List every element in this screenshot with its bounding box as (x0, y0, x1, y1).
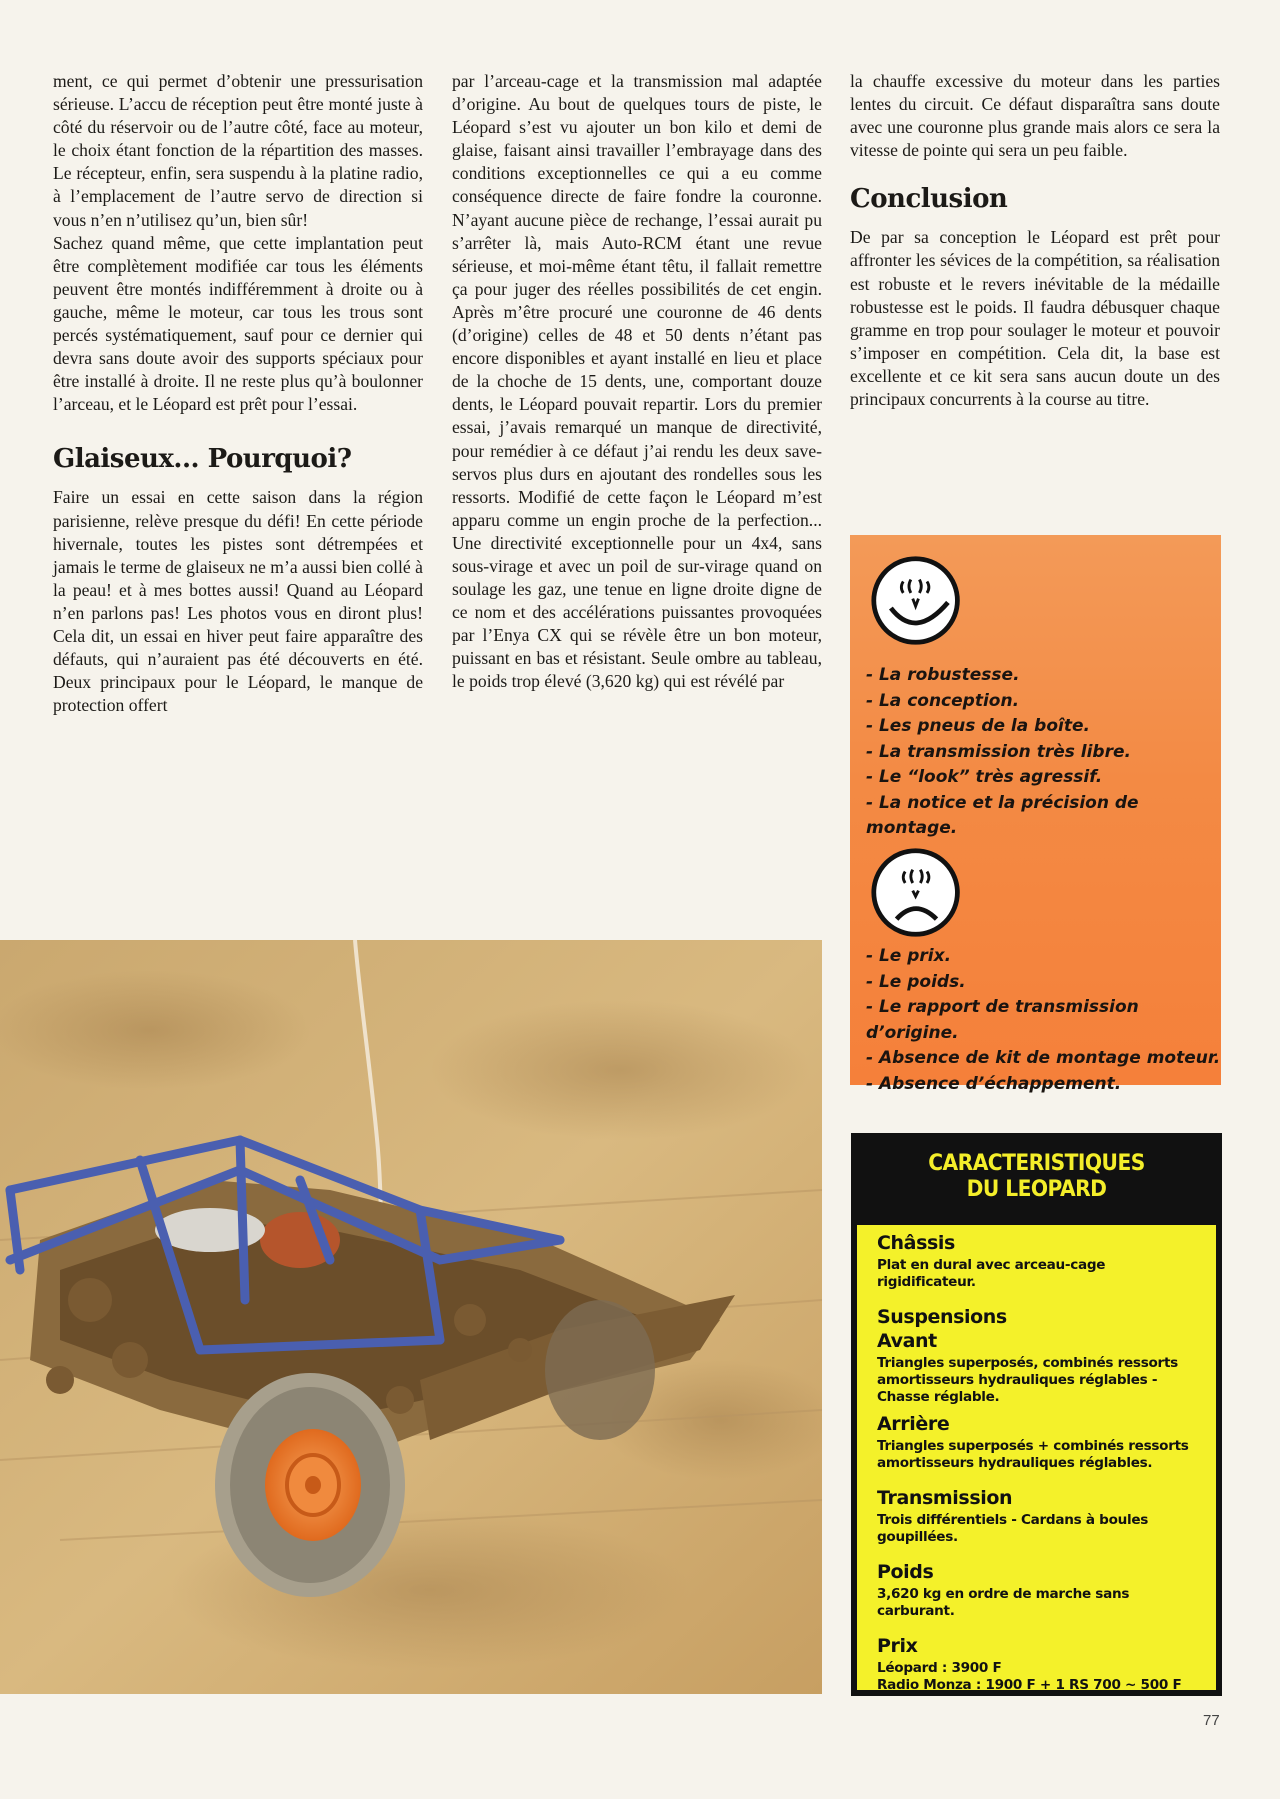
pro-item: - Le “look” très agressif. (866, 767, 1103, 787)
section-heading: Glaiseux... Pourquoi? (53, 444, 352, 475)
pro-item: - La conception. (866, 690, 1020, 711)
paragraph: par l’arceau-cage et la transmission mal adaptée d’origine. Au bout de quelques tours de piste, le Léopard s’est vu ajouter un bon kilo et demi de glaise, faisant ainsi travailler l’embrayage dans des conditions exceptionnelles ce qui a eu comme conséquence directe de faire fondre la couronne. N’ayant aucune pièce de rechange, l’essai aurait pu s’arrêter là, mais Auto-RCM étant une revue sérieuse, et moi-même étant têtu, il fallait remettre ça pour juger des réelles possibilités de cet engin. Après m’être procuré une couronne de 46 dents (d’origine) celles de 48 et 50 dents n’étant pas encore disponibles et ayant installé en lieu et place de la choche de 15 dents, une, comportant douze dents, le Léopard pouvait repartir. Lors du premier essai, j’avais remarqué un manque de directivité, pour remédier à ce défaut j’ai rendu les deux save-servos plus durs en ajoutant des rondelles sous les ressorts. Modifié de cette façon le Léopard m’est apparu comme un engin proche de la perfection... Une directivité exceptionnelle pour un 4x4, sans sous-virage et avec un poil de sur-virage quand on soulage les gaz, une tenue en ligne droite digne de ce nom et des accélérations puissantes provoquées par l’Enya CX qui se révèle être un bon moteur, puissant en bas et résistant. Seule ombre au tableau, le poids trop élevé (3,620 kg) qui est révélé par (452, 71, 822, 692)
spec-heading: Suspensions (877, 1306, 1007, 1328)
spec-heading: Poids (877, 1561, 934, 1583)
paragraph: De par sa conception le Léopard est prêt pour affronter les sévices de la compétition, sa réalisation est robuste et le revers inévitable de la médaille robustesse est le poids. Il faudra débusquer chaque gramme en trop pour soulager le moteur et pouvoir s’imposer en compétition. Cela dit, la base est excellente et ce kit sera sans aucun doute un des principaux concurrents à la course au titre. (850, 227, 1220, 410)
con-item: - Le prix. (866, 946, 952, 966)
spec-text: Trois différentiels - Cardans à boules goupillées. (877, 1512, 1149, 1545)
spec-text: Léopard : 3900 F Radio Monza : 1900 F + 1 RS 700 ~ 500 F (877, 1660, 1182, 1693)
sad-smiley-icon (870, 845, 965, 940)
specs-title (866, 1151, 1207, 1203)
buggy-photo (0, 940, 822, 1694)
con-item: - Le poids. (866, 971, 966, 992)
specs-title-line: CARACTERISTIQUES (928, 1151, 1145, 1176)
cons-list (866, 944, 1221, 1097)
specs-title-line: DU LEOPARD (966, 1177, 1107, 1202)
con-item: - Le rapport de transmission d’origine. (866, 997, 1139, 1043)
spec-heading: Châssis (877, 1232, 955, 1254)
pros-list (866, 663, 1221, 842)
con-item: - Absence de kit de montage moteur. (866, 1048, 1221, 1068)
spec-heading: Prix (877, 1635, 918, 1657)
paragraph: Sachez quand même, que cette implantation peut être complètement modifiée car tous les éléments peuvent être montés indifféremment à droite ou à gauche, même le moteur, car tous les trous sont percés systématiquement, sauf pour ce dernier qui devra sans doute avoir des supports spéciaux pour être installé à droite. Il ne reste plus qu’à boulonner l’arceau, et le Léopard est prêt pour l’essai. (53, 232, 423, 415)
spec-subheading: Avant (877, 1330, 937, 1352)
happy-smiley-icon (870, 553, 965, 648)
pro-item: - La robustesse. (866, 665, 1020, 685)
pro-item: - Les pneus de la boîte. (866, 716, 1090, 736)
spec-text: Plat en dural avec arceau-cage rigidificateur. (877, 1257, 1106, 1290)
column-3 (850, 70, 1220, 411)
spec-text: Triangles superposés + combinés ressorts amortisseurs hydrauliques réglables. (877, 1438, 1189, 1471)
specs-body (857, 1225, 1216, 1693)
section-heading: Conclusion (850, 184, 1008, 215)
spec-subheading: Arrière (877, 1413, 950, 1435)
spec-text: 3,620 kg en ordre de marche sans carburant. (877, 1586, 1130, 1619)
paragraph: la chauffe excessive du moteur dans les parties lentes du circuit. Ce défaut disparaîtra sans doute avec une couronne plus grande mais alors ce sera la vitesse de pointe qui sera un peu faible. (850, 71, 1220, 161)
column-2 (452, 70, 822, 694)
spec-heading: Transmission (877, 1487, 1013, 1509)
spec-text: Triangles superposés, combinés ressorts amortisseurs hydrauliques réglables - Chasse réglable. (877, 1355, 1178, 1405)
column-1 (53, 70, 423, 717)
pro-item: - La notice et la précision de montage. (866, 792, 1139, 838)
paragraph: Faire un essai en cette saison dans la région parisienne, relève presque du défi! En cette période hivernale, toutes les pistes sont détrempées et jamais le terme de glaiseux ne m’a aussi bien collé à la peau! et à mes bottes aussi! Quand au Léopard n’en parlons pas! Les photos vous en diront plus! Cela dit, un essai en hiver peut faire apparaître des défauts, qui n’auraient pas été découverts en été. Deux principaux pour le Léopard, le manque de protection offert (53, 487, 423, 716)
specs-box (851, 1133, 1222, 1696)
pro-item: - La transmission très libre. (866, 741, 1131, 762)
verdict-box (850, 535, 1221, 1094)
con-item: - Absence d’échappement. (866, 1073, 1122, 1094)
paragraph: ment, ce qui permet d’obtenir une pressurisation sérieuse. L’accu de réception peut être monté juste à côté du réservoir ou de l’autre côté, face au moteur, le choix étant fonction de la répartition des masses. Le récepteur, enfin, sera suspendu à la platine radio, à l’emplacement de l’autre servo de direction si vous n’en n’utilisez qu’un, bien sûr! (53, 71, 423, 230)
page-number: 77 (1203, 1712, 1220, 1729)
